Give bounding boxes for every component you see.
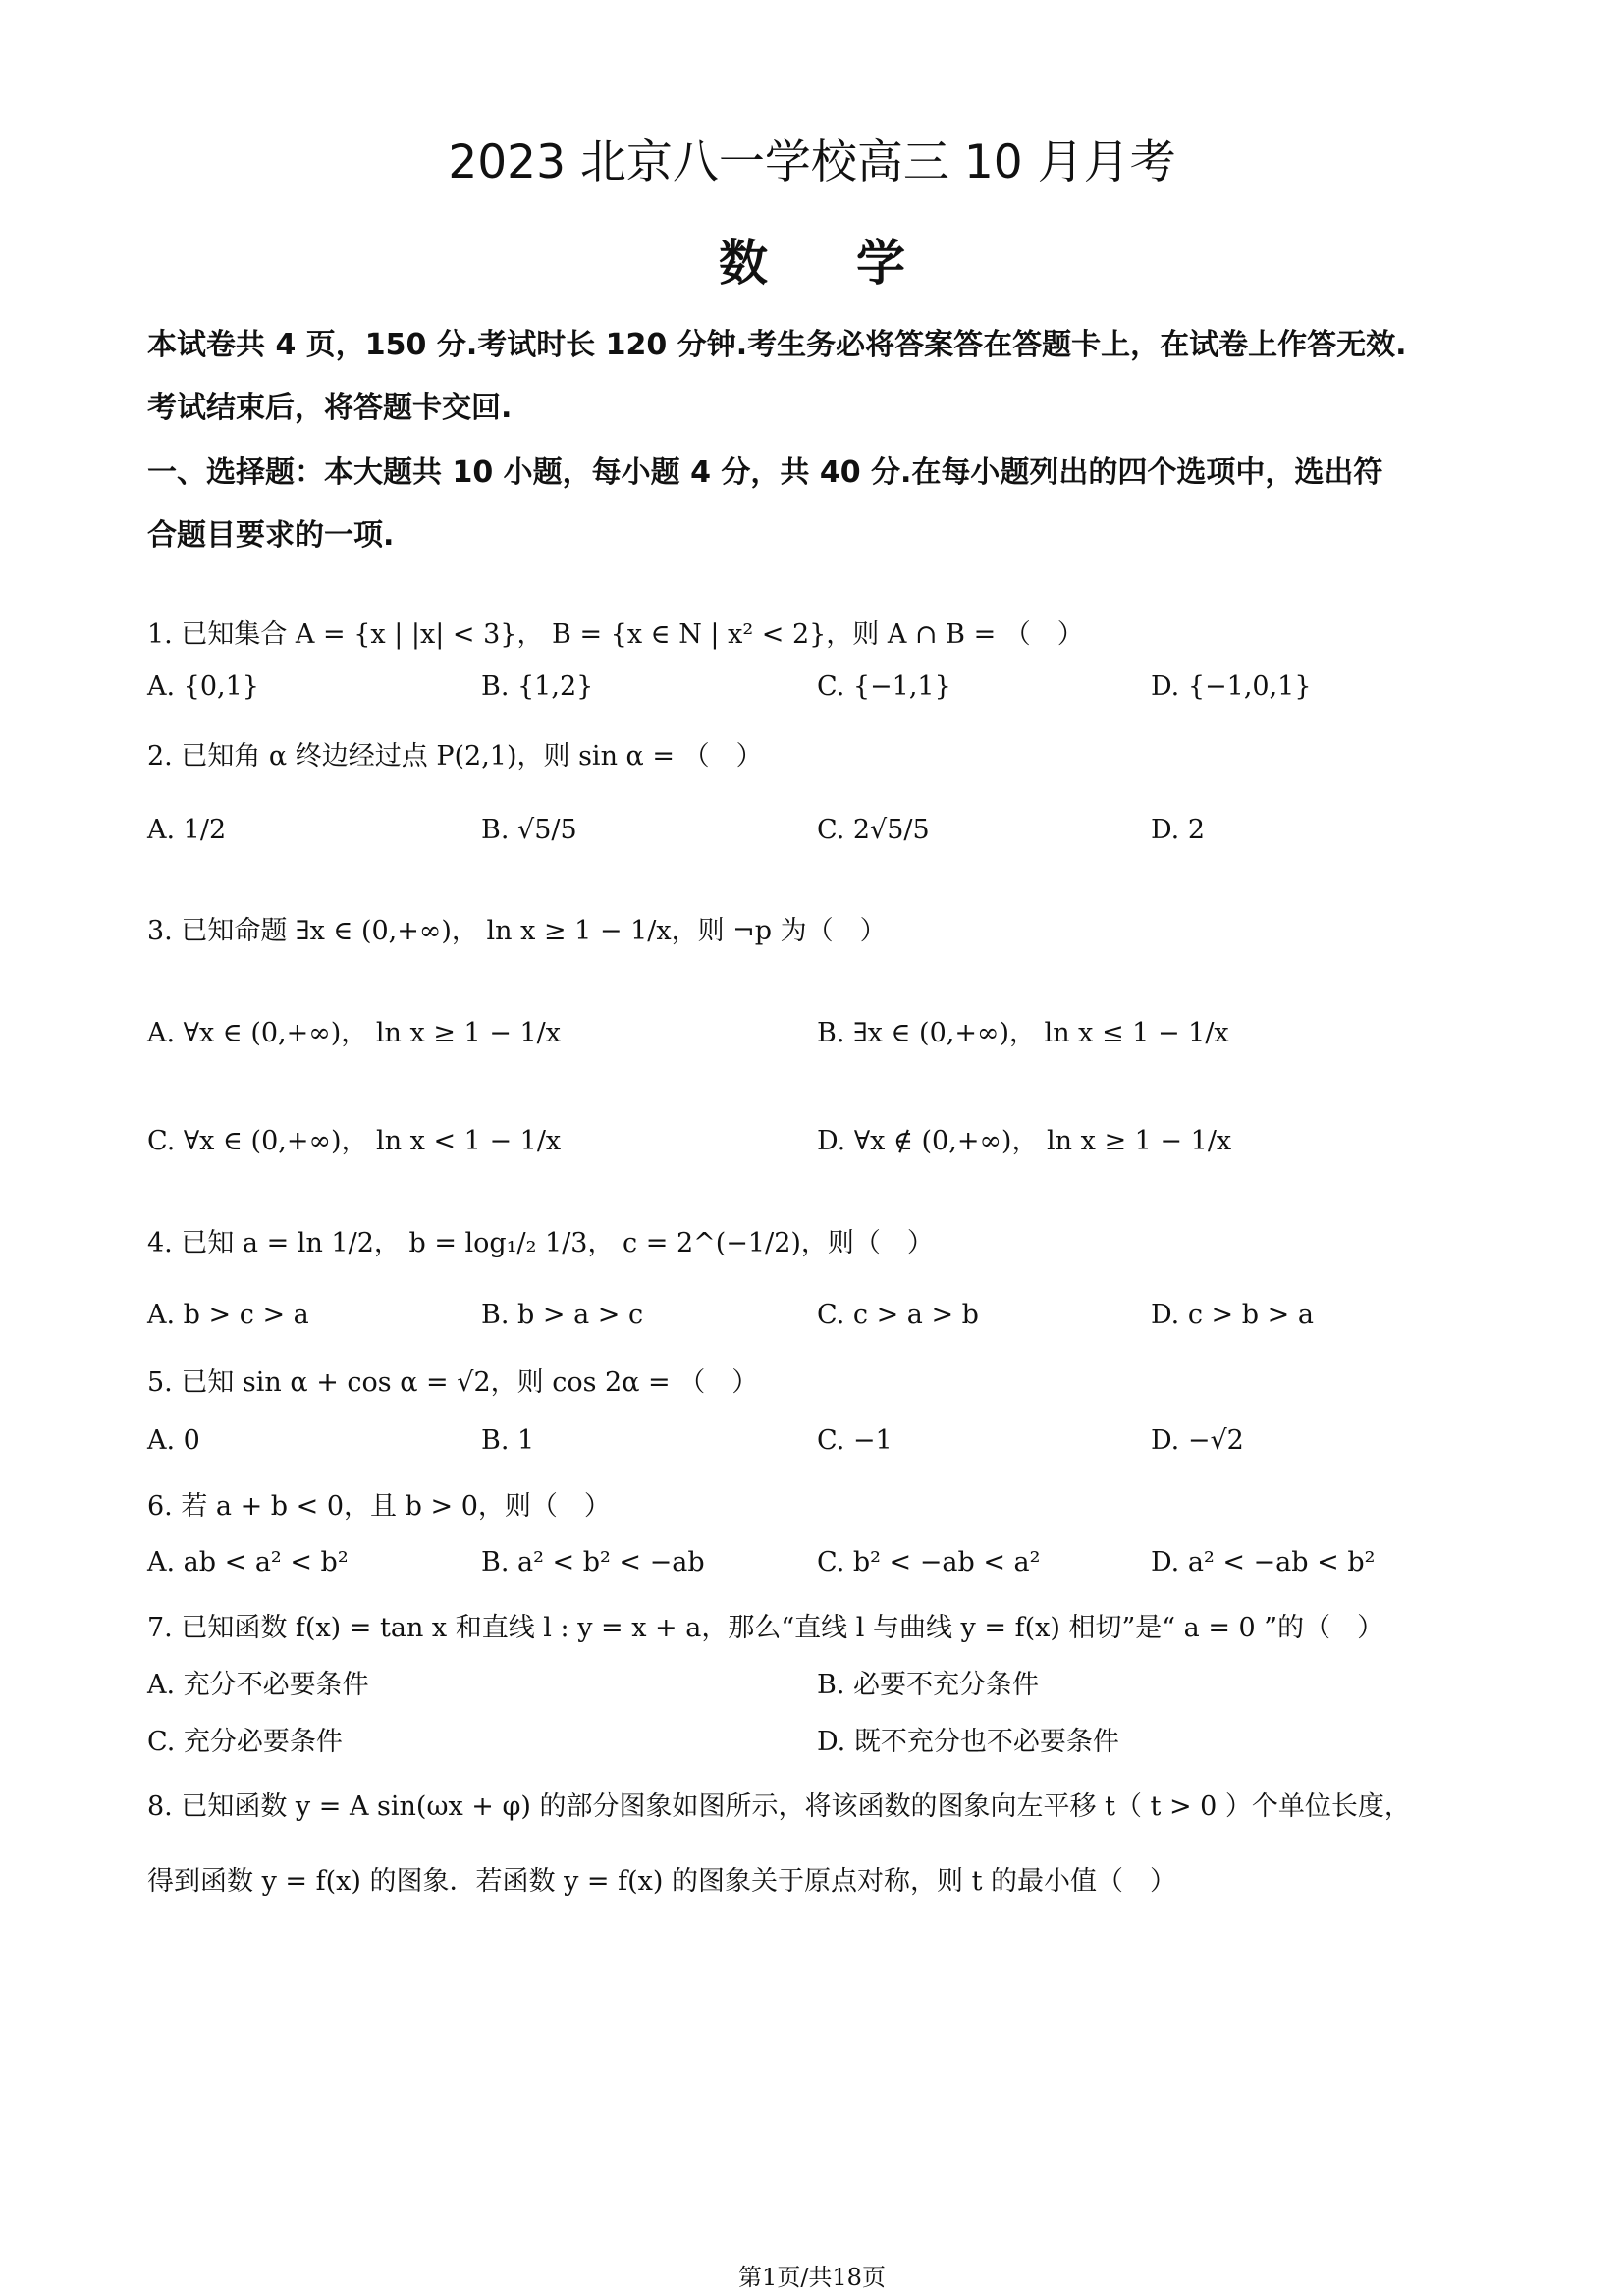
question-1-option-c: C. {−1,1}	[817, 671, 951, 702]
question-7-option-b: B. 必要不充分条件	[817, 1670, 1040, 1700]
question-4-option-a: A. b > c > a	[147, 1300, 309, 1330]
question-6-stem: 6. 若 a + b < 0，且 b > 0，则（ ）	[147, 1491, 611, 1522]
question-6-option-b: B. a² < b² < −ab	[481, 1547, 705, 1577]
section-heading-line-2: 合题目要求的一项.	[147, 518, 395, 553]
question-5-option-c: C. −1	[817, 1425, 893, 1456]
intro-line-1: 本试卷共 4 页，150 分.考试时长 120 分钟.考生务必将答案答在答题卡上，在试卷上作答无效.	[147, 328, 1407, 362]
question-7-option-c: C. 充分必要条件	[147, 1727, 343, 1757]
subject-title: 数学	[719, 235, 994, 292]
question-4-option-c: C. c > a > b	[817, 1300, 979, 1330]
question-3-option-a: A. ∀x ∈ (0,+∞)， ln x ≥ 1 − 1/x	[147, 1018, 561, 1048]
question-5-stem: 5. 已知 sin α + cos α = √2，则 cos 2α = （ ）	[147, 1367, 759, 1398]
section-heading-line-1: 一、选择题：本大题共 10 小题，每小题 4 分，共 40 分.在每小题列出的四个选项中，选出符	[147, 455, 1383, 490]
question-2-option-a: A. 1/2	[147, 815, 227, 845]
question-5-option-a: A. 0	[147, 1425, 200, 1456]
question-8-stem-line-2: 得到函数 y = f(x) 的图象．若函数 y = f(x) 的图象关于原点对称，则 t 的最小值（ ）	[147, 1866, 1177, 1896]
question-5-option-d: D. −√2	[1151, 1425, 1244, 1456]
question-7-stem: 7. 已知函数 f(x) = tan x 和直线 l : y = x + a，那么“直线 l 与曲线 y = f(x) 相切”是“ a = 0 ”的（ ）	[147, 1613, 1384, 1643]
question-1-stem: 1. 已知集合 A = {x | |x| < 3}， B = {x ∈ N | x² < 2}，则 A ∩ B = （ ）	[147, 619, 1084, 650]
intro-line-2: 考试结束后，将答题卡交回.	[147, 391, 513, 425]
question-8-stem: 8. 已知函数 y = A sin(ωx + φ) 的部分图象如图所示，将该函数的图象向左平移 t（ t > 0 ）个单位长度，	[147, 1791, 1411, 1822]
page-number: 第1页/共18页	[738, 2264, 886, 2291]
question-6-option-c: C. b² < −ab < a²	[817, 1547, 1041, 1577]
question-3-stem: 3. 已知命题 ∃x ∈ (0,+∞)， ln x ≥ 1 − 1/x，则 ¬p 为（ ）	[147, 916, 887, 946]
question-1-option-d: D. {−1,0,1}	[1151, 671, 1312, 702]
question-5-option-b: B. 1	[481, 1425, 535, 1456]
question-3-option-b: B. ∃x ∈ (0,+∞)， ln x ≤ 1 − 1/x	[817, 1018, 1229, 1048]
question-4-option-d: D. c > b > a	[1151, 1300, 1314, 1330]
question-2-option-b: B. √5/5	[481, 815, 577, 845]
question-3-option-d: D. ∀x ∉ (0,+∞)， ln x ≥ 1 − 1/x	[817, 1126, 1232, 1156]
question-1-option-a: A. {0,1}	[147, 671, 259, 702]
question-2-stem: 2. 已知角 α 终边经过点 P(2,1)，则 sin α = （ ）	[147, 741, 763, 772]
question-4-option-b: B. b > a > c	[481, 1300, 644, 1330]
question-4-stem: 4. 已知 a = ln 1/2， b = log₁/₂ 1/3， c = 2^(−1/2)，则（ ）	[147, 1228, 934, 1258]
question-7-option-a: A. 充分不必要条件	[147, 1670, 369, 1700]
question-1-option-b: B. {1,2}	[481, 671, 594, 702]
question-6-option-a: A. ab < a² < b²	[147, 1547, 349, 1577]
question-2-option-d: D. 2	[1151, 815, 1206, 845]
question-3-option-c: C. ∀x ∈ (0,+∞)， ln x < 1 − 1/x	[147, 1126, 562, 1156]
exam-title: 2023 北京八一学校高三 10 月月考	[448, 135, 1176, 189]
question-2-option-c: C. 2√5/5	[817, 815, 930, 845]
question-7-option-d: D. 既不充分也不必要条件	[817, 1727, 1119, 1757]
question-6-option-d: D. a² < −ab < b²	[1151, 1547, 1376, 1577]
